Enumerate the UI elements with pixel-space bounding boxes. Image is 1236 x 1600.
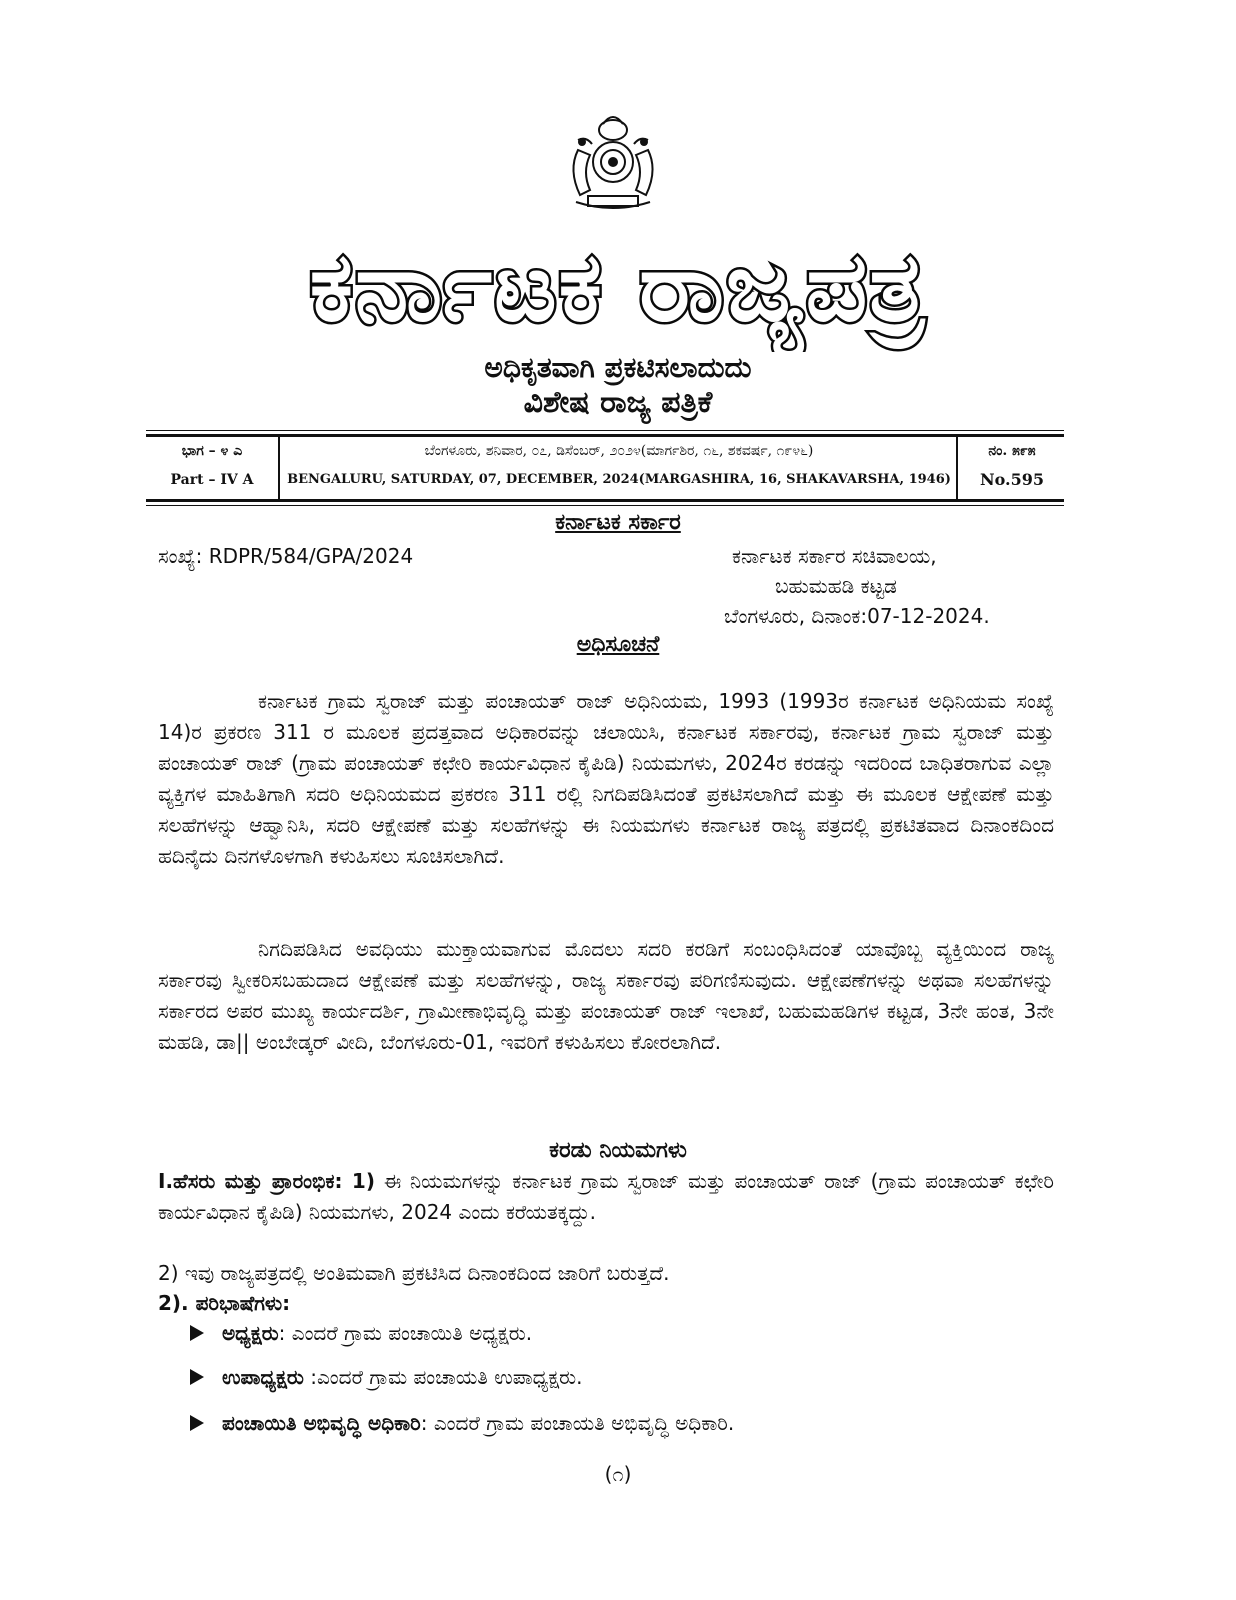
- issue-header-box: [146, 434, 1064, 502]
- number-english: No.595: [980, 470, 1044, 489]
- address-date-line: ಬೆಂಗಳೂರು, ದಿನಾಂಕ:07-12-2024.: [724, 604, 990, 628]
- definition-item: [190, 1362, 582, 1392]
- gazette-masthead-title: ಕರ್ನಾಟಕ ರಾಜ್ಯಪತ್ರ: [309, 231, 927, 343]
- bullet-arrow-icon: [190, 1369, 204, 1385]
- address-line-2: ಬಹುಮಹಡಿ ಕಟ್ಟಡ: [775, 574, 897, 598]
- bullet-arrow-icon: [190, 1325, 204, 1341]
- reference-number: ಸಂಖ್ಯೆ: RDPR/584/GPA/2024: [158, 544, 414, 568]
- definition-term: ಉಪಾಧ್ಯಕ್ಷರು: [222, 1365, 304, 1389]
- part-english: Part – IV A: [170, 472, 254, 488]
- definition-term: ಅಧ್ಯಕ್ಷರು: [222, 1321, 279, 1345]
- date-cell: [278, 437, 958, 499]
- draft-rules-title: ಕರಡು ನಿಯಮಗಳು: [549, 1138, 687, 1163]
- page-number: (೧): [604, 1462, 632, 1486]
- rule-1-clause-2: 2) ಇವು ರಾಜ್ಯಪತ್ರದಲ್ಲಿ ಅಂತಿಮವಾಗಿ ಪ್ರಕಟಿಸಿದ ದಿನಾಂಕದಿಂದ ಜಾರಿಗೆ ಬರುತ್ತದೆ.: [158, 1261, 670, 1285]
- part-kannada: ಭಾಗ – ೪ ಎ: [181, 443, 243, 459]
- definition-item: [190, 1318, 532, 1348]
- government-heading: ಕರ್ನಾಟಕ ಸರ್ಕಾರ: [555, 510, 681, 535]
- definition-text: :ಎಂದರೆ ಗ್ರಾಮ ಪಂಚಾಯತಿ ಉಪಾಧ್ಯಕ್ಷರು.: [303, 1365, 583, 1389]
- definitions-heading: 2). ಪರಿಭಾಷೆಗಳು:: [158, 1291, 291, 1315]
- notification-title: ಅಧಿಸೂಚನೆ: [576, 632, 660, 657]
- notification-paragraph-2: ನಿಗದಿಪಡಿಸಿದ ಅವಧಿಯು ಮುಕ್ತಾಯವಾಗುವ ಮೊದಲು ಸದರಿ ಕರಡಿಗೆ ಸಂಬಂಧಿಸಿದಂತೆ ಯಾವೊಬ್ಬ ವ್ಯಕ್ತಿಯಿಂದ ರಾಜ್ಯ ಸರ್ಕಾರವು ಸ್ವೀಕರಿಸಬಹುದಾದ ಆಕ್ಷೇಪಣೆ ಮತ್ತು ಸಲಹೆಗಳನ್ನು, ರಾಜ್ಯ ಸರ್ಕಾರವು ಪರಿಗಣಿಸುವುದು. ಆಕ್ಷೇಪಣೆಗಳನ್ನು ಅಥವಾ ಸಲಹೆಗಳನ್ನು ಸರ್ಕಾರದ ಅಪರ ಮುಖ್ಯ ಕಾರ್ಯದರ್ಶಿ, ಗ್ರಾಮೀಣಾಭಿವೃದ್ಧಿ ಮತ್ತು ಪಂಚಾಯತ್ ರಾಜ್ ಇಲಾಖೆ, ಬಹುಮಹಡಿಗಳ ಕಟ್ಟಡ, 3ನೇ ಹಂತ, 3ನೇ ಮಹಡಿ, ಡಾ|| ಅಂಬೇಡ್ಕರ್ ವೀದಿ, ಬೆಂಗಳೂರು-01, ಇವರಿಗೆ ಕಳುಹಿಸಲು ಕೋರಲಾಗಿದೆ.: [158, 937, 1054, 1054]
- date-kannada: ಬೆಂಗಳೂರು, ಶನಿವಾರ, ೦೭, ಡಿಸೆಂಬರ್, ೨೦೨೪(ಮಾರ್ಗಶಿರ, ೧೬, ಶಕವರ್ಷ, ೧೯೪೬): [424, 443, 814, 459]
- masthead-subtitle-special: ವಿಶೇಷ ರಾಜ್ಯ ಪತ್ರಿಕೆ: [523, 385, 713, 420]
- state-emblem-icon: [558, 110, 668, 220]
- date-english: BENGALURU, SATURDAY, 07, DECEMBER, 2024(MARGASHIRA, 16, SHAKAVARSHA, 1946): [287, 472, 951, 487]
- rule-1-text: ಈ ನಿಯಮಗಳನ್ನು ಕರ್ನಾಟಕ ಗ್ರಾಮ ಸ್ವರಾಜ್ ಮತ್ತು ಪಂಚಾಯತ್ ರಾಜ್ (ಗ್ರಾಮ ಪಂಚಾಯತ್ ಕಛೇರಿ ಕಾರ್ಯವಿಧಾನ ಕೈಪಿಡಿ) ನಿಯಮಗಳು, 2024 ಎಂದು ಕರೆಯತಕ್ಕದ್ದು.: [158, 1169, 1054, 1224]
- part-cell: [146, 437, 278, 499]
- rule-1-paragraph: [158, 1166, 1054, 1228]
- address-line-1: ಕರ್ನಾಟಕ ಸರ್ಕಾರ ಸಚಿವಾಲಯ,: [732, 544, 937, 568]
- number-kannada: ನಂ. ೫೯೫: [988, 443, 1036, 459]
- definition-term: ಪಂಚಾಯಿತಿ ಅಭಿವೃದ್ಧಿ ಅಧಿಕಾರಿ: [222, 1411, 421, 1435]
- definition-text: : ಎಂದರೆ ಗ್ರಾಮ ಪಂಚಾಯಿತಿ ಅಧ್ಯಕ್ಷರು.: [278, 1321, 533, 1345]
- number-cell: [956, 437, 1066, 499]
- definition-text: : ಎಂದರೆ ಗ್ರಾಮ ಪಂಚಾಯತಿ ಅಭಿವೃದ್ಧಿ ಅಧಿಕಾರಿ.: [420, 1411, 735, 1435]
- definition-item: [190, 1408, 734, 1438]
- rule-1-heading: I.ಹೆಸರು ಮತ್ತು ಪ್ರಾರಂಭಿಕ: 1): [158, 1169, 375, 1193]
- masthead-subtitle-official: ಅಧಿಕೃತವಾಗಿ ಪ್ರಕಟಿಸಲಾದುದು: [484, 351, 752, 384]
- notification-paragraph-1: ಕರ್ನಾಟಕ ಗ್ರಾಮ ಸ್ವರಾಜ್ ಮತ್ತು ಪಂಚಾಯತ್ ರಾಜ್ ಅಧಿನಿಯಮ, 1993 (1993ರ ಕರ್ನಾಟಕ ಅಧಿನಿಯಮ ಸಂಖ್ಯೆ 14)ರ ಪ್ರಕರಣ 311 ರ ಮೂಲಕ ಪ್ರದತ್ತವಾದ ಅಧಿಕಾರವನ್ನು ಚಲಾಯಿಸಿ, ಕರ್ನಾಟಕ ಸರ್ಕಾರವು, ಕರ್ನಾಟಕ ಗ್ರಾಮ ಸ್ವರಾಜ್ ಮತ್ತು ಪಂಚಾಯತ್ ರಾಜ್ (ಗ್ರಾಮ ಪಂಚಾಯತ್ ಕಛೇರಿ ಕಾರ್ಯವಿಧಾನ ಕೈಪಿಡಿ) ನಿಯಮಗಳು, 2024ರ ಕರಡನ್ನು ಇದರಿಂದ ಬಾಧಿತರಾಗುವ ಎಲ್ಲಾ ವ್ಯಕ್ತಿಗಳ ಮಾಹಿತಿಗಾಗಿ ಸದರಿ ಅಧಿನಿಯಮದ ಪ್ರಕರಣ 311 ರಲ್ಲಿ ನಿಗದಿಪಡಿಸಿದಂತೆ ಪ್ರಕಟಿಸಲಾಗಿದೆ ಮತ್ತು ಈ ಮೂಲಕ ಆಕ್ಷೇಪಣೆ ಮತ್ತು ಸಲಹೆಗಳನ್ನು ಆಹ್ವಾನಿಸಿ, ಸದರಿ ಆಕ್ಷೇಪಣೆ ಮತ್ತು ಸಲಹೆಗಳನ್ನು ಈ ನಿಯಮಗಳು ಕರ್ನಾಟಕ ರಾಜ್ಯ ಪತ್ರದಲ್ಲಿ ಪ್ರಕಟಿತವಾದ ದಿನಾಂಕದಿಂದ ಹದಿನೈದು ದಿನಗಳೊಳಗಾಗಿ ಕಳುಹಿಸಲು ಸೂಚಿಸಲಾಗಿದೆ.: [158, 689, 1054, 868]
- bullet-arrow-icon: [190, 1415, 204, 1431]
